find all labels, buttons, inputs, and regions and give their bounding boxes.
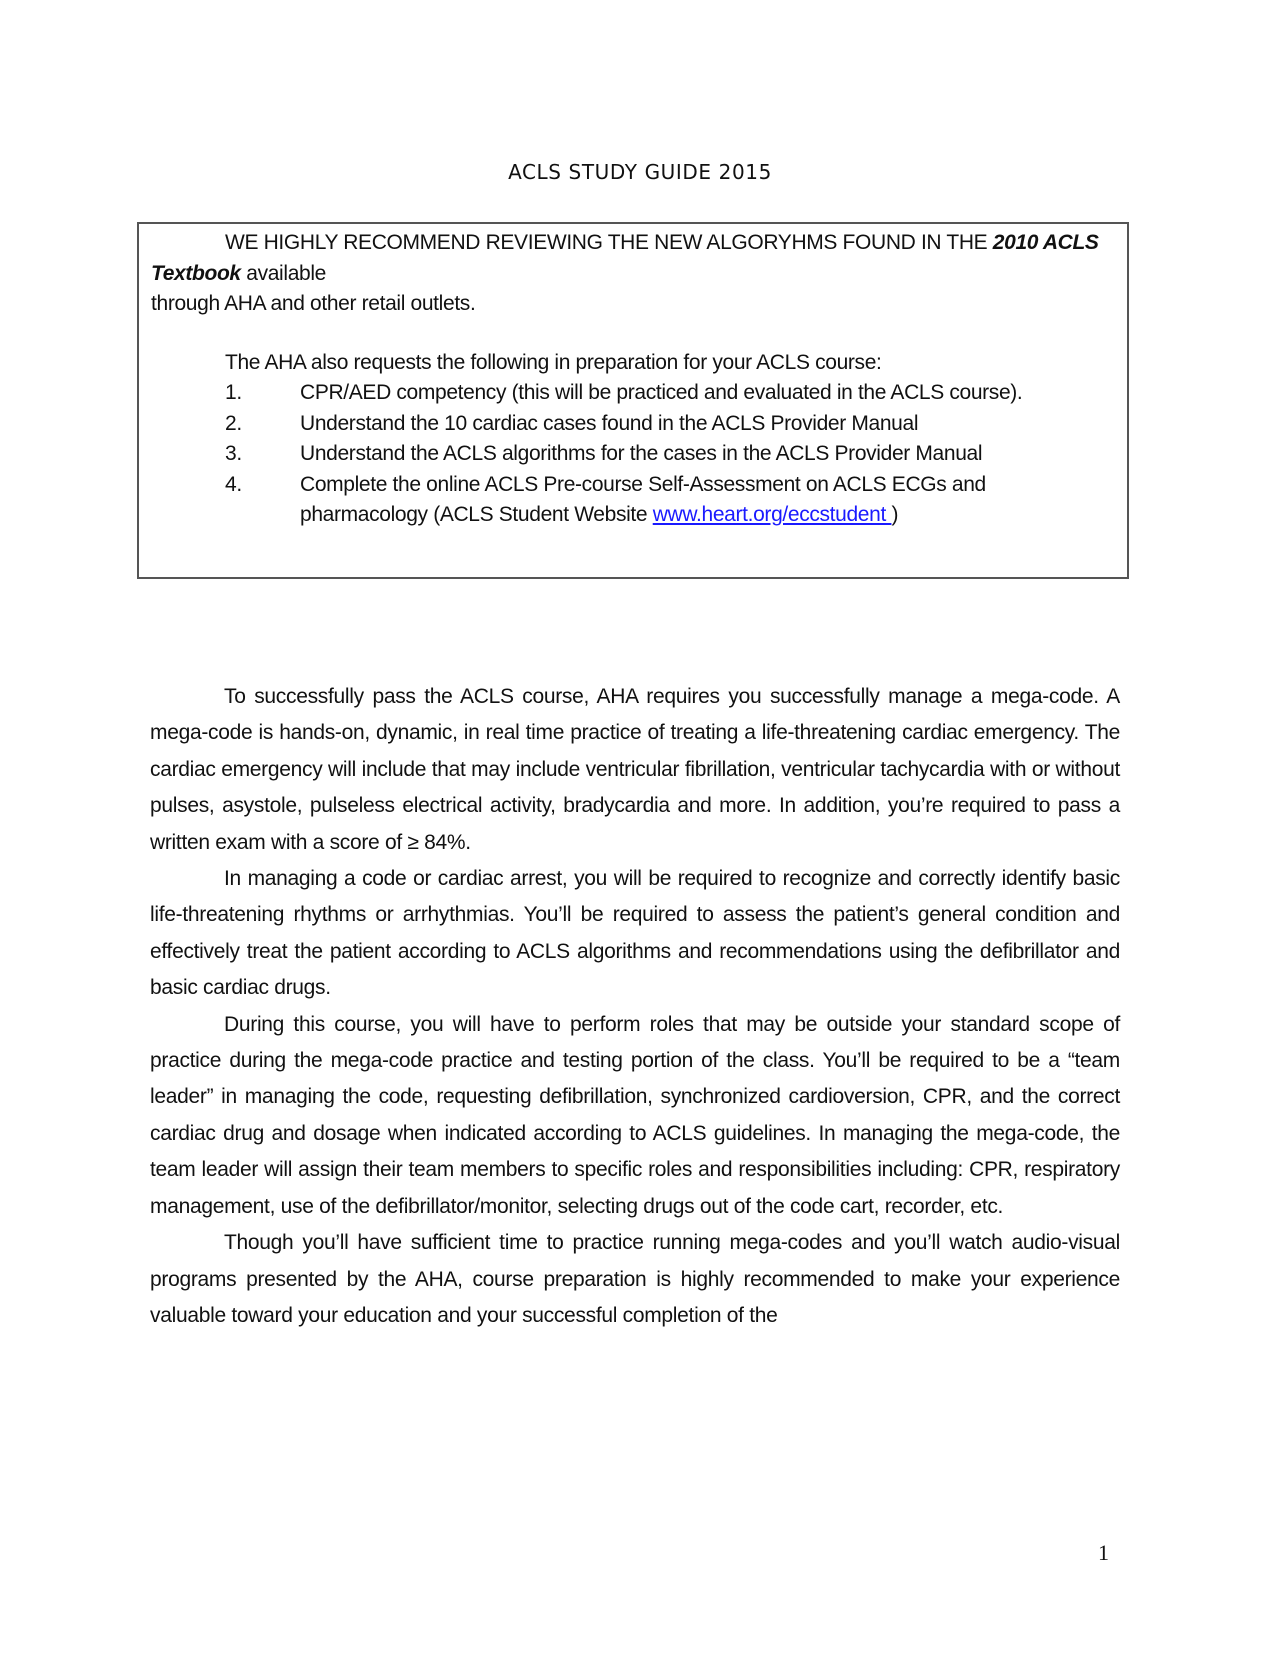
list-item (151, 439, 1115, 470)
list-item-number: 2. (225, 411, 242, 435)
notice-line-1 (151, 228, 1115, 259)
notice-line-2 (151, 259, 1115, 290)
list-item-number: 4. (225, 472, 242, 496)
list-item-text: CPR/AED competency (this will be practiced and evaluated in the ACLS course). (300, 381, 1023, 404)
spacer (151, 320, 1115, 348)
page-number: 1 (1098, 1540, 1109, 1565)
list-item-text: Understand the 10 cardiac cases found in the ACLS Provider Manual (300, 411, 919, 435)
requests-intro: The AHA also requests the following in preparation for your ACLS course: (225, 350, 882, 374)
list-item (151, 470, 1115, 531)
textbook-word-emphasis: Textbook (151, 261, 241, 285)
textbook-title-emphasis: 2010 ACLS (992, 231, 1099, 254)
list-item (151, 409, 1115, 440)
list-item-number: 1. (225, 381, 242, 404)
list-item-text-continued: pharmacology (ACLS Student Website (300, 503, 653, 526)
notice-box-content (151, 228, 1115, 531)
list-item (151, 378, 1115, 409)
paragraph: Though you’ll have sufficient time to practice running mega-codes and you’ll watch audio-visual programs presented by the AHA, course preparation is highly recommended to make your experience valuable toward your education and your successful completion of the (150, 1231, 1120, 1327)
paragraph: In managing a code or cardiac arrest, you will be required to recognize and correctly identify basic life-threatening rhythms or arrhythmias. You’ll be required to assess the patient’s general condition and effectively treat the patient according to ACLS algorithms and recommendations using the defibrillator and basic cardiac drugs. (150, 867, 1120, 1000)
list-item-text: Complete the online ACLS Pre-course Self-Assessment on ACLS ECGs and (300, 472, 986, 496)
eccstudent-link[interactable]: www.heart.org/eccstudent (652, 503, 892, 526)
list-item-text-end: ) (891, 503, 899, 526)
paragraph: To successfully pass the ACLS course, AHA requires you successfully manage a mega-code. A mega-code is hands-on, dynamic, in real time practice of treating a life-threatening cardiac emergency. The cardiac emergency will include that may include ventricular fibrillation, ventricular tachycardia with or without pulses, asystole, pulseless electrical activity, bradycardia and more. In addition, you’re required to pass a written exam with a score of ≥ 84%. (150, 685, 1120, 854)
list-item-number: 3. (225, 442, 242, 465)
notice-line-2-text: available (240, 261, 326, 285)
body-text (150, 679, 1120, 1334)
page-title: ACLS STUDY GUIDE 2015 (508, 160, 772, 184)
requests-list (151, 378, 1115, 531)
notice-box (137, 222, 1129, 579)
list-item-text: Understand the ACLS algorithms for the cases in the ACLS Provider Manual (300, 442, 983, 465)
notice-line-1-text: WE HIGHLY RECOMMEND REVIEWING THE NEW ALGORYHMS FOUND IN THE (225, 231, 993, 254)
paragraph: During this course, you will have to perform roles that may be outside your standard scope of practice during the mega-code practice and testing portion of the class. You’ll be required to be a “team leader” in managing the code, requesting defibrillation, synchronized cardioversion, CPR, and the correct cardiac drug and dosage when indicated according to ACLS guidelines. In managing the mega-code, the team leader will assign their team members to specific roles and responsibilities including: CPR, respiratory management, use of the defibrillator/monitor, selecting drugs out of the code cart, recorder, etc. (150, 1012, 1120, 1218)
notice-line-3: through AHA and other retail outlets. (151, 292, 476, 315)
